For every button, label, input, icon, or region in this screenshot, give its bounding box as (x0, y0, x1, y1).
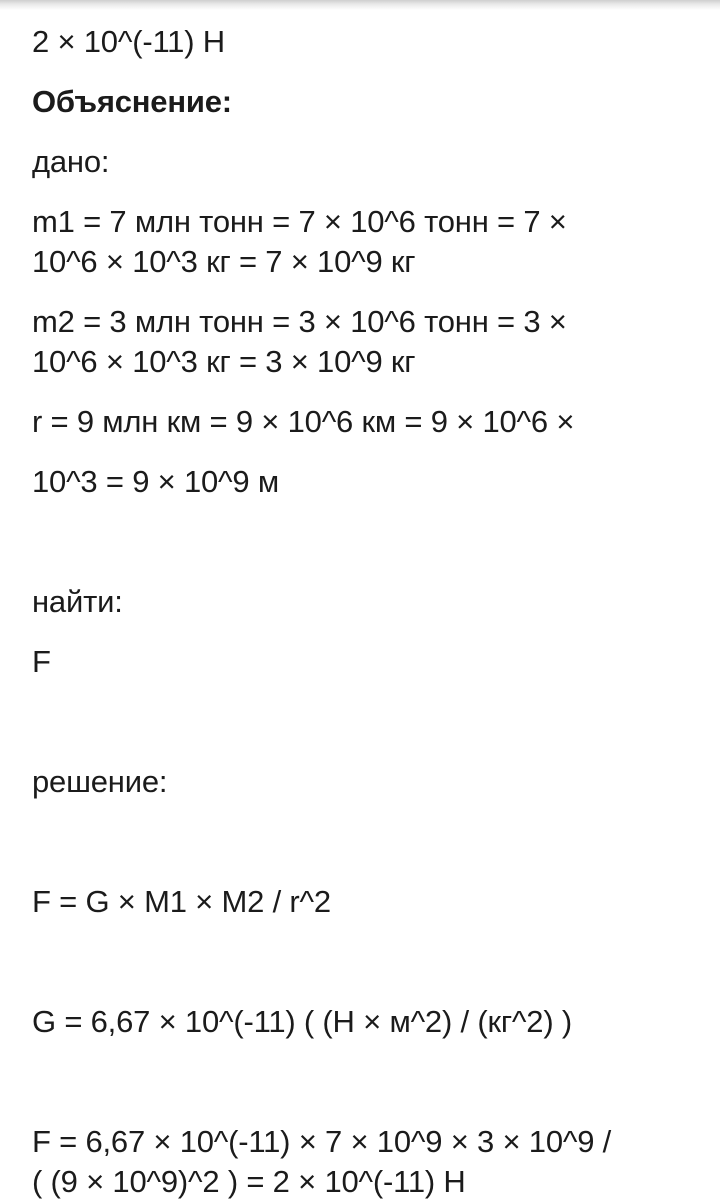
m2-line-2: 10^6 × 10^3 кг = 3 × 10^9 кг (32, 344, 416, 379)
find-label: найти: (32, 584, 123, 619)
given-label: дано: (32, 144, 110, 179)
top-shadow (0, 0, 720, 10)
force-formula: F = G × M1 × M2 / r^2 (32, 884, 331, 919)
m1-line-1: m1 = 7 млн тонн = 7 × 10^6 тонн = 7 × (32, 204, 567, 239)
find-value: F (32, 644, 51, 679)
m1-line-2: 10^6 × 10^3 кг = 7 × 10^9 кг (32, 244, 416, 279)
final-calculation-line-2: ( (9 × 10^9)^2 ) = 2 × 10^(-11) Н (32, 1164, 466, 1199)
answer-text: 2 × 10^(-11) Н (32, 24, 225, 59)
r-line-2: 10^3 = 9 × 10^9 м (32, 464, 279, 499)
gravitational-constant: G = 6,67 × 10^(-11) ( (Н × м^2) / (кг^2) ) (32, 1004, 572, 1039)
solution-label: решение: (32, 764, 168, 799)
final-calculation-line-1: F = 6,67 × 10^(-11) × 7 × 10^9 × 3 × 10^9 / (32, 1124, 612, 1159)
r-line-1: r = 9 млн км = 9 × 10^6 км = 9 × 10^6 × (32, 404, 575, 439)
explanation-heading: Объяснение: (32, 84, 232, 119)
m2-line-1: m2 = 3 млн тонн = 3 × 10^6 тонн = 3 × (32, 304, 567, 339)
